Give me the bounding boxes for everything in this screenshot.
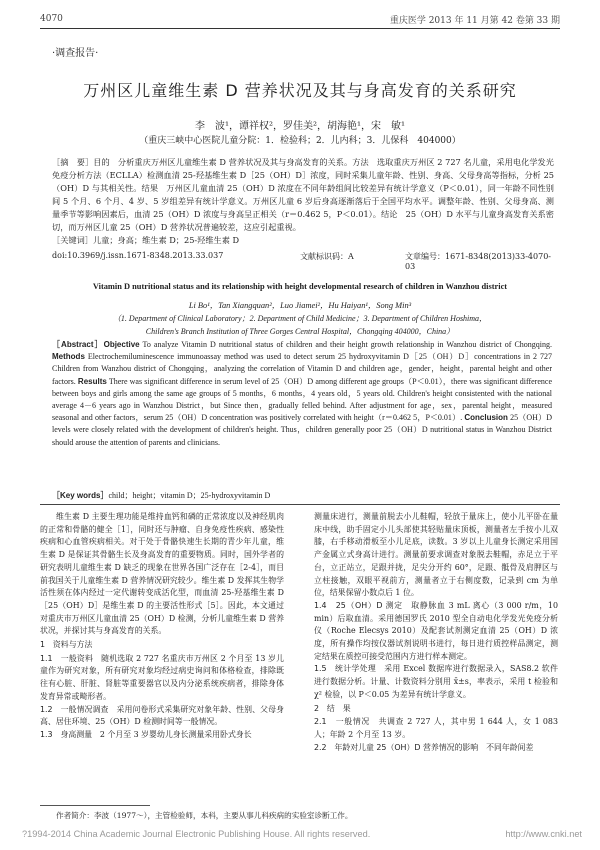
heading-results: 2 结 果 (314, 703, 351, 713)
section-1-3-label: 1.3 身高测量 (40, 729, 93, 739)
english-authors: Li Bo¹，Tan Xiangquan²，Luo Jiamei²，Hu Haiyan¹，Song Min³ (188, 301, 412, 310)
body-column-left (40, 511, 284, 742)
english-affiliation-line1: （1. Department of Clinical Laboratory；2. Department of Child Medicine；3. Department of Children Hoshima， (112, 314, 488, 323)
intro-paragraph: 维生素 D 主要生理功能是维持血钙和磷的正常浓度以及神经肌肉的正常和骨骼的健全［1］，同时还与肿瘤、自身免疫性疾病、感染性疾病和心血管疾病相关。对于处于骨骼快速生长期的青少年儿童，维生素 D 是保证其骨骼生长及身高发育的重要物质。同时，国外学者的研究表明儿童维生素 D 缺乏的现象在世界各国广泛存在［2-4］，而目前我国关于儿童维生素 D 营养情况研究较少。维生素 D 发挥其生物学活性须在体内经过一定代谢转变成活化型，而血清 25-羟基维生素 D［25（OH）D］是维生素 D 的主要活性形式［5］。因此，本文通过对重庆市万州区儿童血清 25（OH）D 检测，分析儿童维生素 D 营养状况，并探讨其与身高发育的关系。 (40, 512, 284, 636)
section-2-2 (314, 742, 558, 755)
affiliation-cn: （重庆三峡中心医院儿童分院：1．检验科；2．儿内科；3．儿保科 404000） (139, 136, 461, 146)
section-2-1-label: 2.1 一般情况 (314, 717, 370, 727)
doi: doi:10.3969/j.issn.1671-8348.2013.33.037 (52, 251, 224, 260)
conclusion-label: Conclusion (464, 413, 508, 423)
methods-label: Methods (52, 352, 85, 362)
conclusion-text: 25（OH）D levels were closely related with the development of children's height. Thus，children generally poor 25（OH）D nutritional status in Wanzhou District should arouse the attention of parents and clinicians. (52, 413, 553, 447)
english-affiliation (40, 312, 560, 338)
section-1-2-label: 1.2 一般情况调查 (40, 704, 109, 714)
section-1-5 (314, 663, 558, 701)
objective-text: To analyze Vitamin D nutritional status of children and their height growth relationship in Wanzhou district of Chongqing. (142, 340, 552, 349)
keywords-en-text: child；height；vitamin D；25-hydroxyvitamin D (108, 491, 271, 500)
section-1-1-label: 1.1 一般资料 (40, 653, 94, 663)
english-keywords (52, 490, 552, 501)
section-1-1 (40, 653, 284, 704)
abstract-rule (40, 504, 560, 505)
document-code: 文献标识码：A (300, 252, 354, 261)
section-1-3 (40, 729, 284, 742)
running-header (40, 12, 560, 26)
article-number: 文章编号：1671-8348(2013)33-4070-03 (405, 252, 551, 271)
authors-cn: 李 波¹，谭祥权²，罗佳美²，胡海艳¹，宋 敏¹ (194, 121, 406, 132)
section-1-3-text: 2 个月至 3 岁婴幼儿身长测量采用卧式身长 (99, 729, 252, 739)
section-1-3-continued: 测量床进行，测量前脱去小儿鞋帽，轻放于量床上，使小儿平卧在量床中线，助手固定小儿头部使其轻贴量床顶板，测量者左手按小儿双膝，右手移动滑板至小儿足底，读数。3 岁以上儿童身长测定采用国产金属立式身高计进行。测量前要求调查对象脱去鞋帽，赤足立于平台，立正站立，足跟并拢，足尖分开约 60°，足跟、骶骨及肩胛区与立柱接触，双眼平视前方，测量者立于右侧度数，记录到 cm 为单位，结果保留小数点后 1 位。 (314, 512, 558, 598)
abstract-cn (52, 156, 554, 234)
objective-label: Objective (103, 340, 140, 349)
keywords-cn-text: 儿童；身高；维生素 D；25-羟维生素 D (92, 235, 240, 245)
methods-text: Electrochemiluminescence immunoassay method was used to detect serum 25 hydroxyvitamin D［25（OH）D］concentrations in 2 727 Children from Wanzhou district of Chongqing，analyzing the correlation of Vitamin D and children age，gender，height，parental height and other factors. (52, 352, 553, 386)
journal-issue: 重庆医学 2013 年 11 月第 42 卷第 33 期 (389, 15, 560, 26)
section-1-4-label: 1.4 25（OH）D 测定 (314, 600, 403, 610)
keywords-cn (52, 235, 554, 246)
section-2-1 (314, 716, 558, 741)
abstract-cn-text: 目的 分析重庆万州区儿童维生素 D 营养状况及其与身高发育的关系。方法 选取重庆万州区 2 727 名儿童，采用电化学发光免疫分析方法（ECLLA）检测血清 25-羟基维生素 D［25（OH）D］浓度，同时采集儿童年龄、性别、身高、父母身高等指标，分析 25（OH）D 与其相关性。结果 万州区儿童血清 25（OH）D 浓度在不同年龄组间比较差异有统计学意义（P＜0.01），同一年龄不同性别间 5 个月、6 个月、4 岁、5 岁组差异有统计学意义。万州区儿童 6 岁后身高逐渐落后于全国平均水平。调整年龄、性别、父母身高、测量季节等影响因素后，血清 25（OH）D 浓度与身高呈正相关（r＝0.462 5，P＜0.01）。结论 25（OH）D 水平与儿童身高发育关系密切，而万州区儿童 25（OH）D 营养状况普遍较差，这应引起重视。 (52, 157, 554, 232)
author-footnote: 作者简介：李波（1977～），主管检验师，本科，主要从事儿科疾病的实验室诊断工作。 (56, 811, 353, 820)
doi-row (52, 251, 554, 271)
page-number: 4070 (40, 14, 63, 24)
copyright-line (22, 829, 582, 839)
footnote-rule (40, 805, 150, 806)
section-2-2-text: 不同年龄间差 (486, 742, 534, 752)
section-tag: ·调查报告· (52, 48, 99, 59)
english-title: Vitamin D nutritional status and its relationship with height developmental research of children in Wanzhou district (92, 282, 508, 291)
copyright-text: ?1994-2014 China Academic Journal Electronic Publishing House. All rights reserved. (22, 829, 371, 839)
section-1-2-text: 采用问卷形式采集研究对象年龄、性别、父母身高、居住环境、25（OH）D 检测时间等一般情况。 (40, 704, 284, 727)
section-1-1-text: 随机选取 2 727 名重庆市万州区 2 个月至 13 岁儿童作为研究对象，所有研究对象均经过病史询问和体格检查，排除既往有心脏、肝脏、肾脏等重要器官以及内分泌系统疾病者，排除身体发育异常或畸形者。 (40, 653, 284, 701)
section-1-2 (40, 704, 284, 729)
body-column-right (314, 511, 558, 754)
section-2-1-text: 共调查 2 727 人，其中男 1 644 人，女 1 083 人；年龄 2 个月至 13 岁。 (314, 717, 558, 739)
abstract-en-label: ［Abstract］ (52, 340, 104, 349)
section-2-2-label: 2.2 年龄对儿童 25（OH）D 营养情况的影响 (314, 742, 479, 752)
english-abstract (52, 339, 552, 449)
english-affiliation-line2: Children's Branch Institution of Three Gorges Central Hospital，Chongqing 404000，China） (145, 327, 455, 336)
article-title: 万州区儿童维生素 D 营养状况及其与身高发育的关系研究 (83, 81, 517, 100)
header-rule (40, 28, 560, 29)
cnki-url: http://www.cnki.net (505, 829, 582, 839)
section-1-4 (314, 600, 558, 664)
abstract-cn-label: ［摘 要］ (52, 157, 94, 167)
heading-materials-methods: 1 资料与方法 (40, 640, 93, 650)
keywords-en-label: ［Key words］ (52, 491, 109, 500)
results-label: Results (77, 376, 107, 386)
section-1-5-label: 1.5 统计学处理 (314, 664, 377, 674)
keywords-cn-label: ［关键词］ (52, 235, 93, 245)
section-1-4-text: 取静脉血 3 mL 离心（3 000 r/m，10 min）后取血清。采用德国罗氏 2010 型全自动电化学发光免疫分析仪（Roche Elecsys 2010）及配套试剂测定血清 25（OH）D 浓度，所有操作均按仪器试剂说明书进行，每日进行质控样品测定，测定结果在质控可接受范围内方进行样本测定。 (314, 600, 558, 661)
section-1-5-text: 采用 Excel 数据库进行数据录入，SAS8.2 软件进行数据分析。计量、计数资料分别用 x̄±s，率表示，采用 t 检验和 χ² 检验，以 P＜0.05 为差异有统计学意义。 (314, 664, 558, 699)
results-text: There was significant difference in serum level of 25（OH）D among different age groups（P＜0.01），there was significant difference between boys and girls among the same age groups of 5 months，6 months，4 years old，5 years old. Children's height consistented with the national average 4－6 years ago in Wanzhou District，but Since then，gradually felled behind. After adjustment for age，sex，parental height，measured seasonal and other factors，serum 25（OH）D concentration was positively correlated with height（r＝0.462 5，P＜0.01）. (52, 376, 553, 423)
